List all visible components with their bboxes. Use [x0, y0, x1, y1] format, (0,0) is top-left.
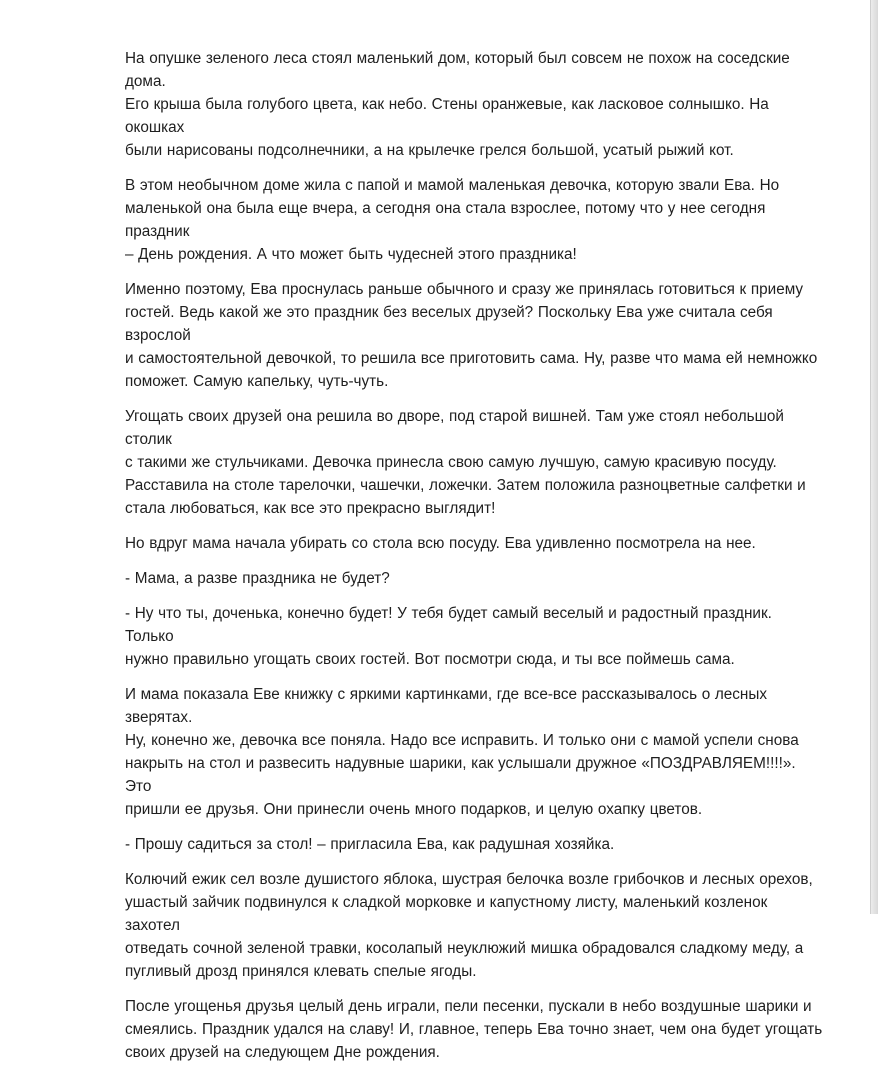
- paragraph-2: В этом необычном доме жила с папой и мамой маленькая девочка, которую звали Ева. Но маленькой она была еще вчера, а сегодня она стала взрослее, потому что у нее сегодня праздник – День рождения. А что может быть чудесней этого праздника!: [125, 177, 780, 263]
- paragraph-1: На опушке зеленого леса стоял маленький дом, который был совсем не похож на соседские дома. Его крыша была голубого цвета, как небо. Стены оранжевые, как ласковое солнышко. На окошках были нарисованы подсолнечники, а на крылечке грелся большой, усатый рыжий кот.: [125, 50, 790, 159]
- paragraph-6: - Мама, а разве праздника не будет?: [125, 570, 390, 587]
- paragraph-4: Угощать своих друзей она решила во дворе, под старой вишней. Там уже стоял небольшой столик с такими же стульчиками. Девочка принесла свою самую лучшую, самую красивую посуду. Расставила на столе тарелочки, чашечки, ложечки. Затем положила разноцветные салфетки и стала любоваться, как все это прекрасно выглядит!: [125, 408, 806, 517]
- paragraph-8: И мама показала Еве книжку с яркими картинками, где все-все рассказывалось о лесных зверятах. Ну, конечно же, девочка все поняла. Надо все исправить. И только они с мамой успели снова накрыть на стол и развесить надувные шарики, как услышали дружное «ПОЗДРАВЛЯЕМ!!!!». Это пришли ее друзья. Они принесли очень много подарков, и целую охапку цветов.: [125, 686, 799, 818]
- paragraph-7: - Ну что ты, доченька, конечно будет! У тебя будет самый веселый и радостный праздник. Только нужно правильно угощать своих гостей. Вот посмотри сюда, и ты все поймешь сама.: [125, 605, 772, 668]
- paragraph-11: После угощенья друзья целый день играли, пели песенки, пускали в небо воздушные шарики и смеялись. Праздник удался на славу! И, главное, теперь Ева точно знает, чем она будет угощать своих друзей на следующем Дне рождения.: [125, 998, 823, 1061]
- paragraph-5: Но вдруг мама начала убирать со стола всю посуду. Ева удивленно посмотрела на нее.: [125, 535, 756, 552]
- page-edge-shadow: [870, 0, 878, 914]
- document-body: [125, 47, 825, 1076]
- paragraph-9: - Прошу садиться за стол! – пригласила Ева, как радушная хозяйка.: [125, 836, 615, 853]
- paragraph-10: Колючий ежик сел возле душистого яблока, шустрая белочка возле грибочков и лесных орехов, ушастый зайчик подвинулся к сладкой морковке и капустному листу, маленький козленок захотел отведать сочной зеленой травки, косолапый неуклюжий мишка обрадовался сладкому меду, а пугливый дрозд принялся клевать спелые ягоды.: [125, 871, 813, 980]
- paragraph-3: Именно поэтому, Ева проснулась раньше обычного и сразу же принялась готовиться к приему гостей. Ведь какой же это праздник без веселых друзей? Поскольку Ева уже считала себя взрослой и самостоятельной девочкой, то решила все приготовить сама. Ну, разве что мама ей немножко поможет. Самую капельку, чуть-чуть.: [125, 281, 818, 390]
